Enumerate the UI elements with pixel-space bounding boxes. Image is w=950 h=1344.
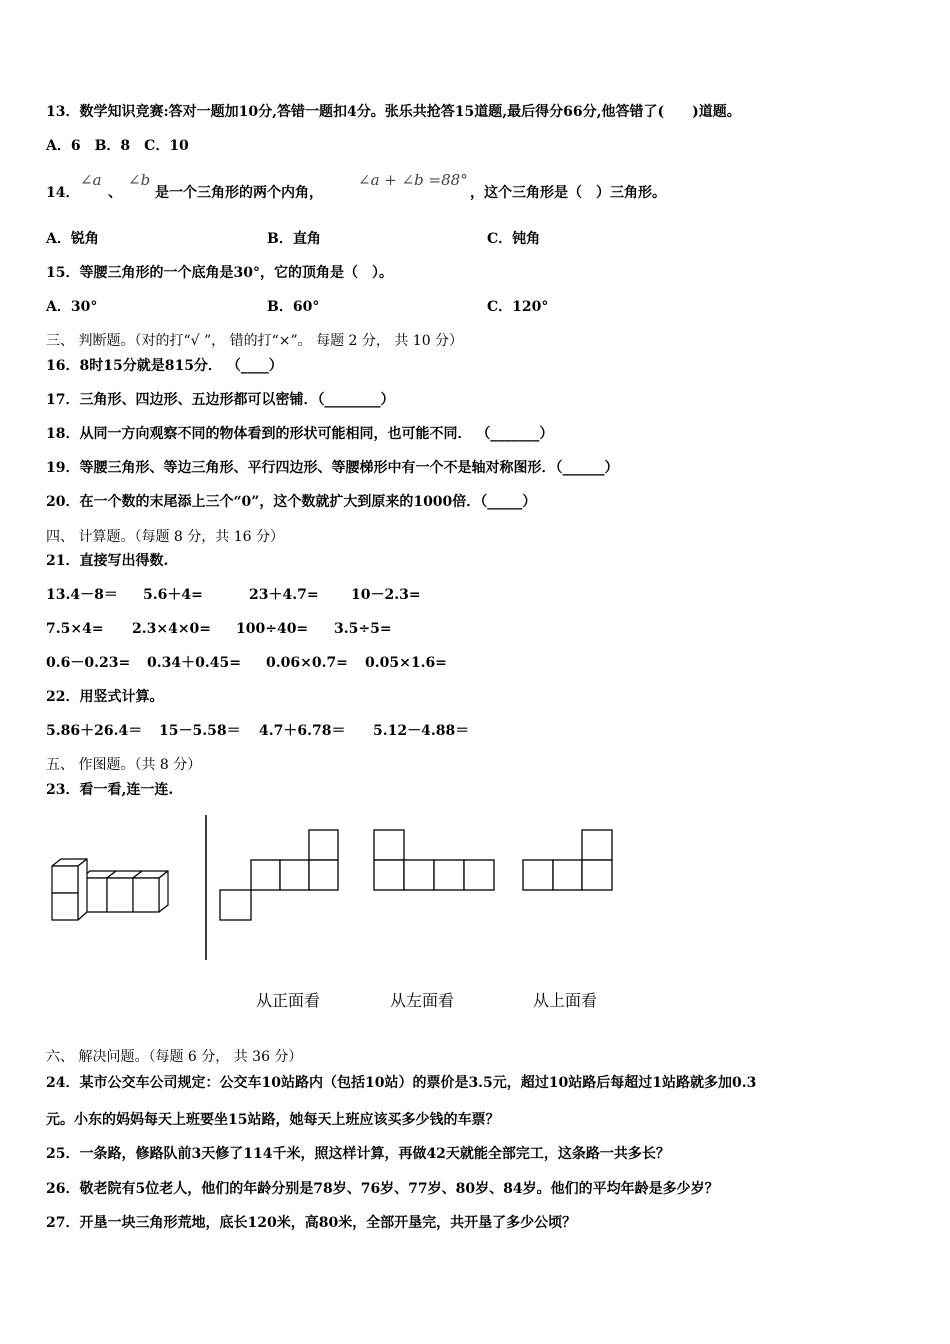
question-14-number: 14． [46,185,80,201]
calc-item: 13.4－8＝ [46,587,118,603]
calc-item: 100÷40= [236,621,309,637]
question-20: 20．在一个数的末尾添上三个“0”，这个数就扩大到原来的1000倍．（_____） [46,494,537,510]
question-14-mid-text: 是一个三角形的两个内角， [155,185,323,201]
vertical-calc-item: 15－5.58＝ [159,723,241,739]
vertical-calc-item: 5.86＋26.4＝ [46,723,143,739]
calc-item: 2.3×4×0= [132,621,212,637]
angle-a-label: ∠a [80,171,102,189]
question-18: 18．从同一方向观察不同的物体看到的形状可能相同，也可能不同． （_______） [46,426,554,442]
section-3-heading: 三、 判断题。（对的打“√ ”， 错的打“×”。 每题 2 分， 共 10 分） [46,333,464,349]
calc-item: 0.34＋0.45= [147,655,241,671]
question-19: 19．等腰三角形、等边三角形、平行四边形、等腰梯形中有一个不是轴对称图形．（______） [46,460,619,476]
question-16: 16．8时15分就是815分． （____） [46,358,283,374]
vertical-divider [203,815,209,961]
question-15-option-c: C．120° [487,299,549,315]
section-5-heading: 五、 作图题。（共 8 分） [46,757,202,773]
angle-sum-formula: ∠a + ∠b =88° [358,171,468,189]
question-26: 26．敬老院有5位老人，他们的年龄分别是78岁、76岁、77岁、80岁、84岁。他们的平均年龄是多少岁？ [46,1181,719,1197]
section-6-heading: 六、 解决问题。（每题 6 分， 共 36 分） [46,1049,303,1065]
left-view-label: 从左面看 [390,991,455,1010]
question-14-option-c: C．钝角 [487,231,541,247]
cube-figure [46,850,186,930]
view-shape-3 [520,828,616,894]
question-17: 17．三角形、四边形、五边形都可以密铺．（________） [46,392,395,408]
calc-item: 5.6＋4= [143,587,203,603]
question-15-option-b: B．60° [267,299,320,315]
question-23-title: 23．看一看,连一连. [46,782,174,798]
top-view-label: 从上面看 [533,991,598,1010]
view-shape-2 [371,828,497,894]
view-shape-1 [216,828,342,923]
question-27: 27．开垦一块三角形荒地，底长120米，高80米，全部开垦完，共开垦了多少公顷？ [46,1215,577,1231]
question-14-option-b: B．直角 [267,231,321,247]
section-4-heading: 四、 计算题。（每题 8 分，共 16 分） [46,529,284,545]
front-view-label: 从正面看 [256,991,321,1010]
question-14-option-a: A．锐角 [46,231,99,247]
vertical-calc-item: 4.7＋6.78＝ [259,723,346,739]
question-21-title: 21．直接写出得数. [46,553,169,569]
angle-b-label: ∠b [128,171,151,189]
angle-separator: 、 [108,185,122,201]
question-22-title: 22．用竖式计算。 [46,689,164,705]
question-25: 25．一条路，修路队前3天修了114千米，照这样计算，再做42天就能全部完工，这条路一共多长？ [46,1146,670,1162]
calc-item: 10－2.3= [351,587,421,603]
calc-item: 7.5×4= [46,621,104,637]
calc-item: 3.5÷5= [334,621,392,637]
calc-item: 23＋4.7= [249,587,319,603]
question-13-text: 13．数学知识竞赛:答对一题加10分,答错一题扣4分。张乐共抢答15道题,最后得分66分,他答错了( )道题。 [46,104,741,120]
calc-item: 0.06×0.7= [266,655,348,671]
question-15-text: 15．等腰三角形的一个底角是30°，它的顶角是（ ）。 [46,265,393,281]
question-14-end-text: ，这个三角形是（ ）三角形。 [470,185,666,201]
question-24-line-2: 元。小东的妈妈每天上班要坐15站路，她每天上班应该买多少钱的车票？ [46,1112,500,1128]
calc-item: 0.05×1.6= [365,655,447,671]
question-13-options: A．6 B．8 C．10 [46,138,189,154]
vertical-calc-item: 5.12－4.88＝ [373,723,470,739]
question-15-option-a: A．30° [46,299,98,315]
calc-item: 0.6－0.23= [46,655,131,671]
question-24-line-1: 24．某市公交车公司规定：公交车10站路内（包括10站）的票价是3.5元，超过10站路后每超过1站路就多加0.3 [46,1075,757,1091]
